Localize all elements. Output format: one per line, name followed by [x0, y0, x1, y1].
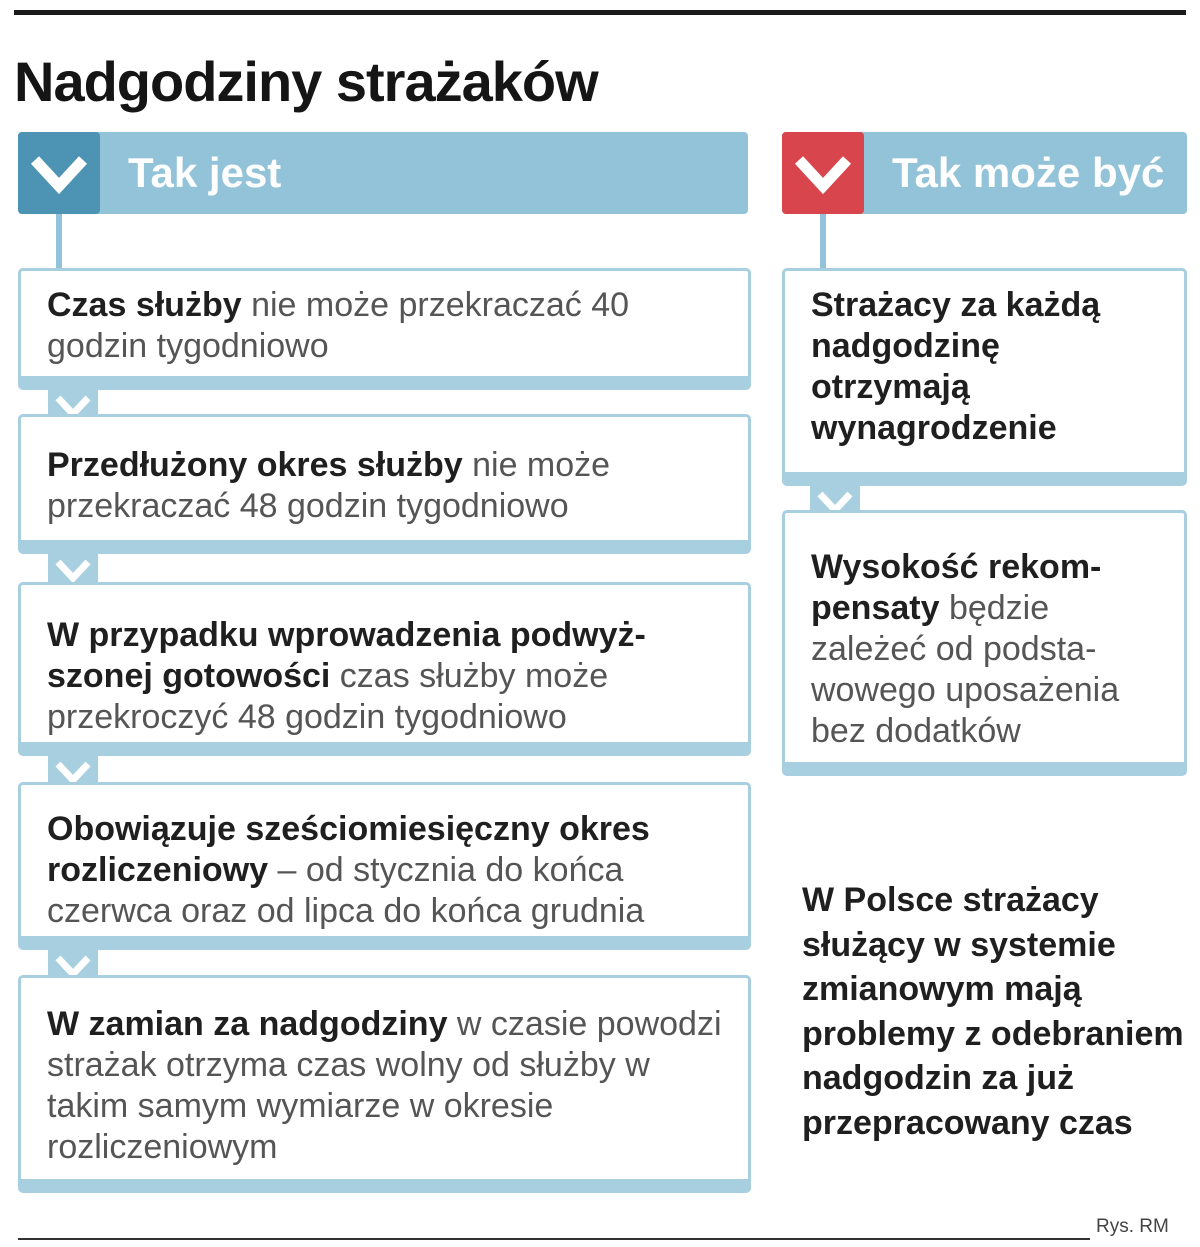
- info-box: [18, 782, 751, 950]
- box-bold-text: Przedłużony okres służby: [47, 446, 463, 484]
- connector-line: [56, 214, 62, 270]
- info-box: [18, 582, 751, 756]
- box-bold-text: W zamian za nadgodziny: [47, 1005, 448, 1043]
- box-bold-text: Obowiązuje sześciomiesięczny okres rozliczeniowy: [47, 810, 650, 889]
- info-box: [18, 975, 751, 1193]
- box-text: w czasie powodzi strażak otrzyma czas wolny od służby w takim samym wymiarze w okresie rozliczeniowym: [47, 1005, 722, 1166]
- box-bold-text: W przypadku wprowadzenia podwyż-szonej gotowości: [47, 616, 646, 695]
- info-box: [18, 268, 751, 390]
- box-text: będzie zależeć od podsta-wowego uposażenia bez dodatków: [811, 589, 1120, 750]
- box-text: – od stycznia do końca czerwca oraz od lipca do końca grudnia: [47, 851, 645, 930]
- box-text: czas służby może przekroczyć 48 godzin tygodniowo: [47, 657, 609, 736]
- connector-line: [820, 214, 826, 270]
- box-bold-text: Strażacy za każdą nadgodzinę otrzymają wynagrodzenie: [811, 286, 1101, 447]
- side-note: W Polsce strażacy służący w systemie zmianowym mają problemy z odebraniem nadgodzin za już przepracowany czas: [802, 881, 1184, 1142]
- chevron-down-icon: [18, 132, 100, 214]
- info-box: [782, 268, 1187, 486]
- box-text: nie może przekraczać 40 godzin tygodniowo: [47, 286, 630, 365]
- chevron-down-icon: [782, 132, 864, 214]
- bottom-rule: [18, 1238, 1090, 1240]
- box-bold-text: Czas służby: [47, 286, 242, 324]
- info-box: [782, 510, 1187, 776]
- page-title: Nadgodziny strażaków: [14, 50, 598, 113]
- info-box: [18, 414, 751, 554]
- box-text: nie może przekraczać 48 godzin tygodniowo: [47, 446, 611, 525]
- header-label-left: Tak jest: [128, 149, 282, 196]
- credit: Rys. RM: [1096, 1216, 1169, 1237]
- header-tak-jest: [18, 132, 748, 214]
- header-label-right: Tak może być: [892, 149, 1165, 196]
- top-rule: [14, 10, 1186, 15]
- header-tak-moze-byc: [782, 132, 1187, 214]
- box-bold-text: Wysokość rekom-pensaty: [811, 548, 1102, 627]
